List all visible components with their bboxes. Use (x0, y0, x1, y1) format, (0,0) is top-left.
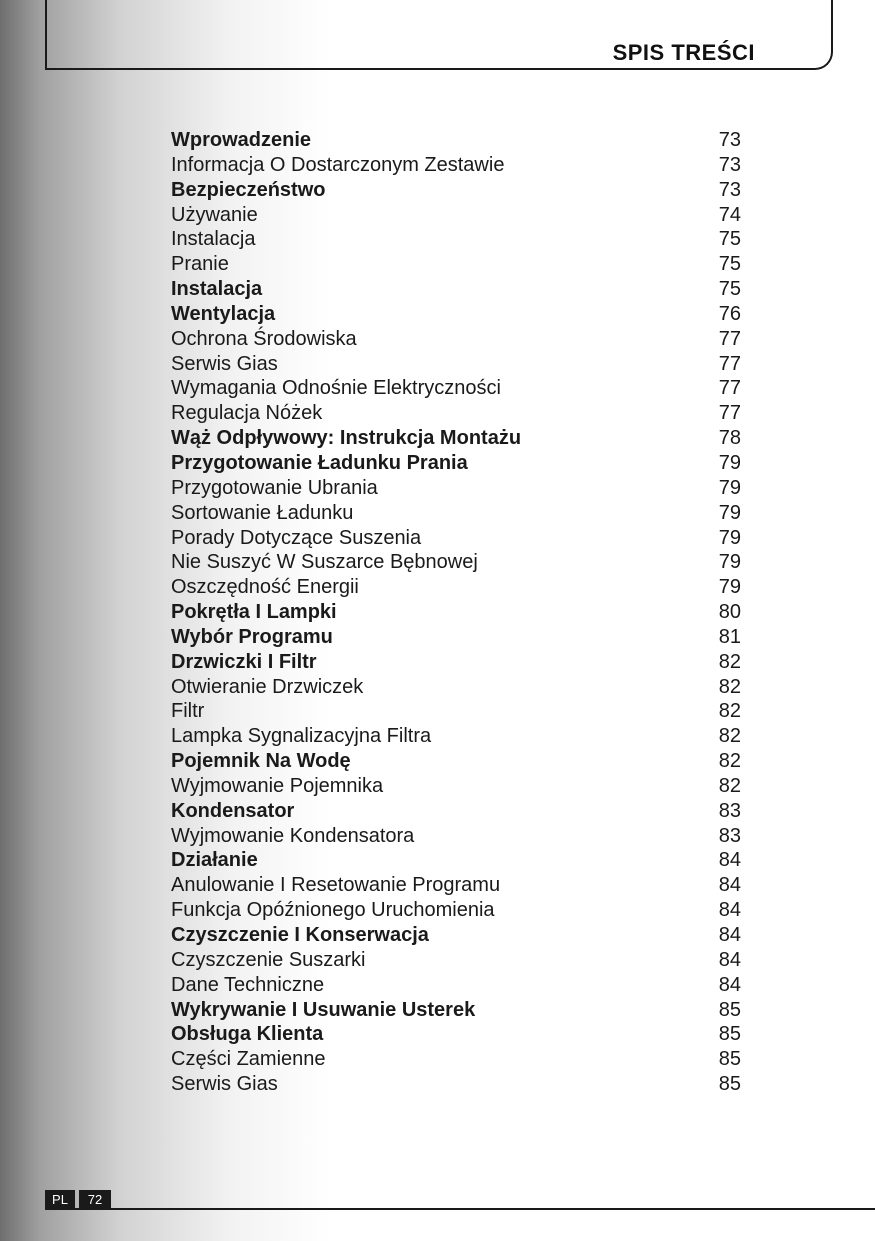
page-number-badge: 72 (79, 1190, 111, 1209)
toc-entry-title: Otwieranie Drzwiczek (171, 675, 364, 698)
toc-entry-page: 84 (718, 973, 741, 996)
toc-entry-page: 85 (718, 1023, 741, 1046)
toc-entry-title: Wyjmowanie Kondensatora (171, 824, 415, 847)
toc-entry (171, 451, 741, 476)
toc-entry-title: Instalacja (171, 228, 256, 251)
toc-entry-page: 80 (718, 601, 741, 624)
toc-entry (171, 898, 741, 923)
toc-entry-title: Nie Suszyć W Suszarce Bębnowej (171, 551, 478, 574)
toc-entry-page: 82 (718, 725, 741, 748)
toc-entry (171, 302, 741, 327)
toc-entry-title: Działanie (171, 849, 258, 872)
toc-entry-title: Serwis Gias (171, 1073, 278, 1096)
toc-entry-title: Informacja O Dostarczonym Zestawie (171, 153, 505, 176)
toc-entry-title: Funkcja Opóźnionego Uruchomienia (171, 899, 495, 922)
toc-entry (171, 675, 741, 700)
toc-entry (171, 600, 741, 625)
toc-entry-page: 82 (718, 750, 741, 773)
toc-entry-title: Wentylacja (171, 302, 276, 325)
toc-entry-title: Serwis Gias (171, 352, 278, 375)
toc-entry (171, 426, 741, 451)
toc-entry-title: Wąż Odpływowy: Instrukcja Montażu (171, 427, 522, 450)
toc-entry-title: Przygotowanie Ładunku Prania (171, 451, 468, 474)
toc-entry-title: Porady Dotyczące Suszenia (171, 526, 422, 549)
toc-entry-title: Wykrywanie I Usuwanie Usterek (171, 998, 476, 1021)
toc-entry (171, 724, 741, 749)
toc-entry (171, 401, 741, 426)
toc-entry-page: 78 (718, 427, 741, 450)
toc-entry-page: 73 (718, 153, 741, 176)
toc-entry-page: 82 (718, 650, 741, 673)
toc-entry (171, 476, 741, 501)
toc-entry (171, 848, 741, 873)
toc-entry-page: 85 (718, 1048, 741, 1071)
toc-entry (171, 128, 741, 153)
toc-entry-page: 77 (718, 402, 741, 425)
toc-entry-title: Obsługa Klienta (171, 1023, 324, 1046)
toc-entry-page: 84 (718, 874, 741, 897)
toc-entry-page: 84 (718, 948, 741, 971)
toc-entry (171, 252, 741, 277)
toc-entry-title: Lampka Sygnalizacyjna Filtra (171, 725, 432, 748)
toc-entry-title: Wymagania Odnośnie Elektryczności (171, 377, 501, 400)
toc-entry-title: Czyszczenie I Konserwacja (171, 924, 429, 946)
toc-entry-title: Regulacja Nóżek (171, 402, 323, 425)
toc-entry (171, 1072, 741, 1097)
toc-entry-title: Drzwiczki I Filtr (171, 650, 317, 673)
toc-entry (171, 203, 741, 228)
toc-entry-title: Pranie (171, 253, 229, 276)
toc-entry-title: Pojemnik Na Wodę (171, 750, 351, 773)
toc-entry (171, 501, 741, 526)
toc-entry-page: 79 (718, 501, 741, 524)
toc-entry-page: 77 (718, 352, 741, 375)
toc-entry-page: 79 (718, 576, 741, 599)
toc-entry-page: 79 (718, 451, 741, 474)
toc-entry (171, 774, 741, 799)
toc-entry (171, 1022, 741, 1047)
toc-entry-title: Czyszczenie Suszarki (171, 948, 366, 971)
toc-entry (171, 948, 741, 973)
toc-entry-title: Wprowadzenie (171, 129, 312, 151)
toc-entry-page: 79 (718, 551, 741, 574)
toc-entry-title: Kondensator (171, 799, 295, 822)
toc-entry (171, 923, 741, 948)
page-title: SPIS TREŚCI (612, 40, 755, 65)
toc-entry-title: Anulowanie I Resetowanie Programu (171, 874, 501, 897)
toc-entry-page: 82 (718, 774, 741, 797)
footer-divider (45, 1208, 875, 1210)
toc-entry-page: 84 (718, 849, 741, 872)
toc-entry-title: Wybór Programu (171, 625, 333, 648)
toc-entry-title: Używanie (171, 203, 258, 226)
toc-entry-page: 84 (718, 924, 741, 946)
toc-entry (171, 824, 741, 849)
toc-entry-page: 79 (718, 476, 741, 499)
toc-entry-title: Ochrona Środowiska (171, 327, 357, 350)
toc-entry (171, 352, 741, 377)
toc-entry (171, 973, 741, 998)
toc-entry-page: 82 (718, 675, 741, 698)
table-of-contents (171, 128, 741, 1097)
language-badge: PL (45, 1190, 75, 1209)
toc-entry-title: Sortowanie Ładunku (171, 501, 354, 524)
toc-entry-title: Dane Techniczne (171, 973, 325, 996)
toc-entry-page: 75 (718, 278, 741, 301)
toc-entry-title: Oszczędność Energii (171, 576, 359, 599)
toc-entry (171, 178, 741, 203)
toc-entry-title: Filtr (171, 700, 205, 723)
toc-entry-title: Wyjmowanie Pojemnika (171, 774, 384, 797)
toc-entry-title: Pokrętła I Lampki (171, 601, 337, 624)
toc-entry (171, 376, 741, 401)
toc-entry (171, 799, 741, 824)
toc-entry (171, 749, 741, 774)
toc-entry (171, 526, 741, 551)
toc-entry (171, 153, 741, 178)
toc-entry (171, 650, 741, 675)
toc-entry-title: Przygotowanie Ubrania (171, 476, 378, 499)
toc-entry-page: 77 (718, 327, 741, 350)
toc-entry (171, 227, 741, 252)
toc-entry-page: 85 (718, 998, 741, 1021)
toc-entry-page: 83 (718, 799, 741, 822)
toc-entry-title: Instalacja (171, 278, 263, 301)
toc-entry-page: 83 (718, 824, 741, 847)
toc-entry-page: 73 (718, 178, 741, 201)
toc-entry-page: 81 (718, 625, 741, 648)
toc-entry-page: 85 (718, 1073, 741, 1096)
toc-entry-page: 75 (718, 253, 741, 276)
toc-entry (171, 550, 741, 575)
toc-entry-page: 73 (718, 129, 741, 151)
toc-entry-page: 74 (718, 203, 741, 226)
toc-entry-page: 76 (718, 302, 741, 325)
toc-entry (171, 998, 741, 1023)
toc-entry (171, 575, 741, 600)
toc-entry-page: 82 (718, 700, 741, 723)
toc-entry-page: 84 (718, 899, 741, 922)
toc-entry-page: 77 (718, 377, 741, 400)
toc-entry (171, 327, 741, 352)
toc-entry (171, 625, 741, 650)
toc-entry (171, 277, 741, 302)
toc-entry (171, 873, 741, 898)
toc-entry-page: 79 (718, 526, 741, 549)
toc-entry (171, 699, 741, 724)
toc-entry-page: 75 (718, 228, 741, 251)
toc-entry-title: Bezpieczeństwo (171, 178, 326, 201)
toc-entry (171, 1047, 741, 1072)
toc-entry-title: Części Zamienne (171, 1048, 326, 1071)
